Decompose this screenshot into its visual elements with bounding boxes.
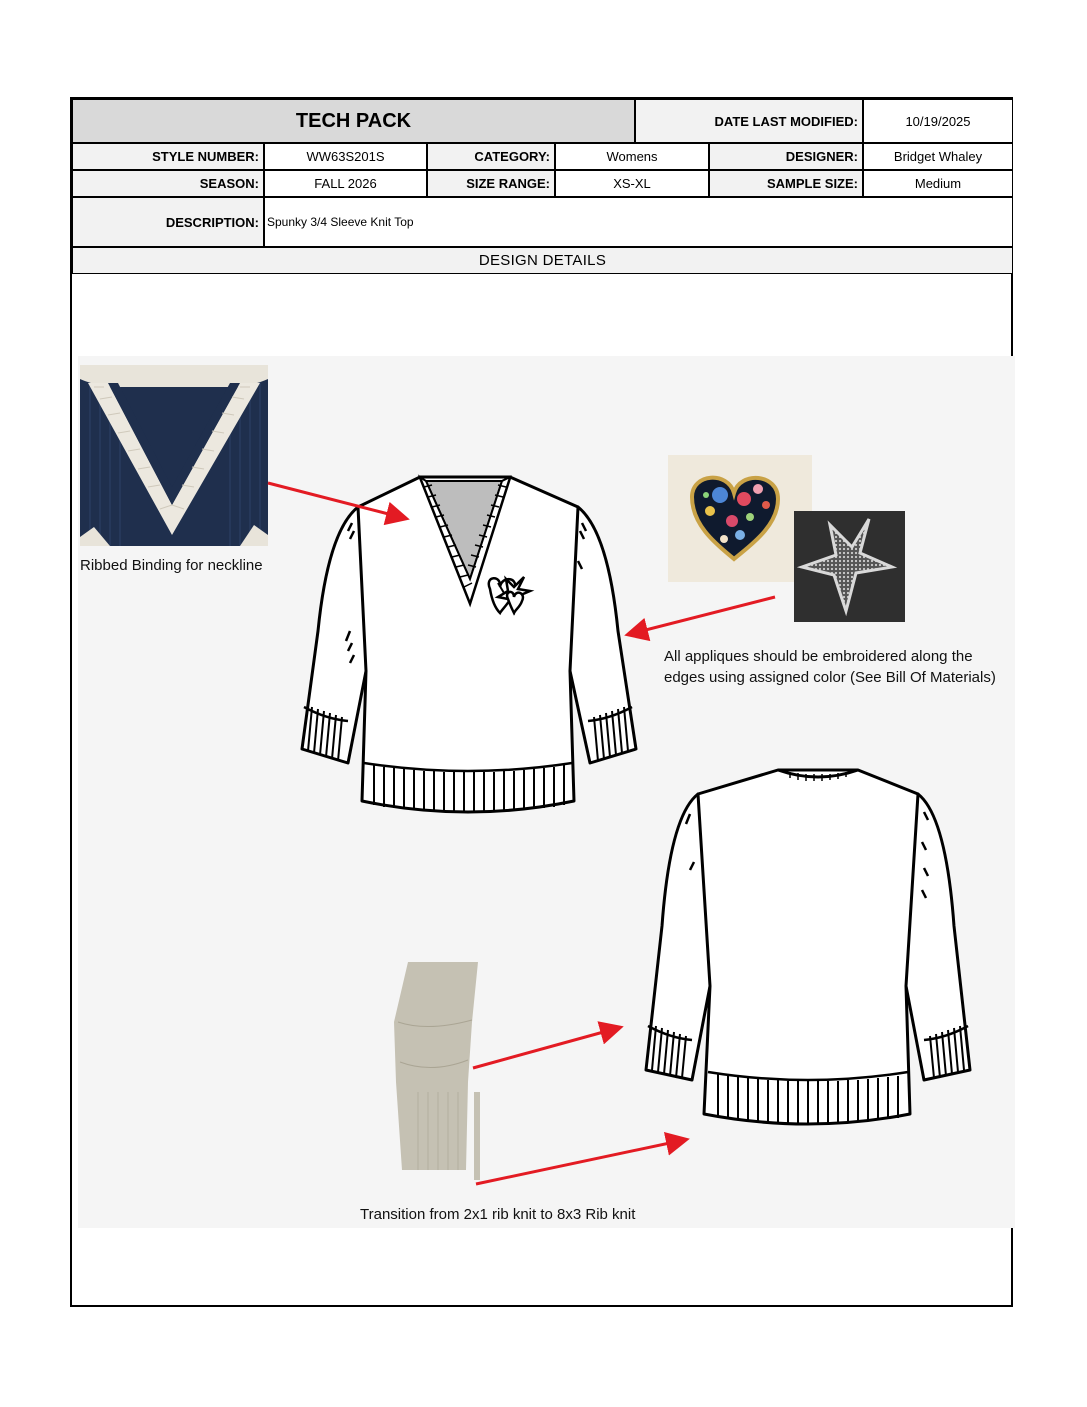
hem-rib-arrow: [476, 1140, 684, 1184]
design-canvas: [78, 356, 1015, 1228]
category-label: CATEGORY:: [427, 143, 555, 170]
designer-label: DESIGNER:: [709, 143, 863, 170]
size-range-value: XS-XL: [555, 170, 709, 197]
applique-arrow: [630, 597, 775, 634]
neckline-caption: Ribbed Binding for neckline: [80, 557, 263, 574]
transition-caption: Transition from 2x1 rib knit to 8x3 Rib knit: [360, 1206, 636, 1223]
style-number-label: STYLE NUMBER:: [72, 143, 264, 170]
design-details-header: DESIGN DETAILS: [72, 247, 1013, 274]
tech-pack-sheet: [70, 97, 1013, 1307]
season-value: FALL 2026: [264, 170, 427, 197]
applique-caption-line2: edges using assigned color (See Bill Of Materials): [664, 669, 996, 686]
size-range-label: SIZE RANGE:: [427, 170, 555, 197]
page-title: TECH PACK: [72, 99, 635, 143]
neckline-arrow: [268, 483, 404, 518]
style-number-value: WW63S201S: [264, 143, 427, 170]
description-label: DESCRIPTION:: [72, 197, 264, 247]
season-label: SEASON:: [72, 170, 264, 197]
applique-caption-line1: All appliques should be embroidered along the: [664, 648, 973, 665]
category-value: Womens: [555, 143, 709, 170]
annotation-arrows: [78, 356, 1015, 1228]
date-modified-value: 10/19/2025: [863, 99, 1013, 143]
description-value: Spunky 3/4 Sleeve Knit Top: [264, 197, 1013, 247]
designer-value: Bridget Whaley: [863, 143, 1013, 170]
sample-size-label: SAMPLE SIZE:: [709, 170, 863, 197]
date-modified-label: DATE LAST MODIFIED:: [635, 99, 863, 143]
sample-size-value: Medium: [863, 170, 1013, 197]
cuff-rib-arrow: [473, 1028, 618, 1068]
